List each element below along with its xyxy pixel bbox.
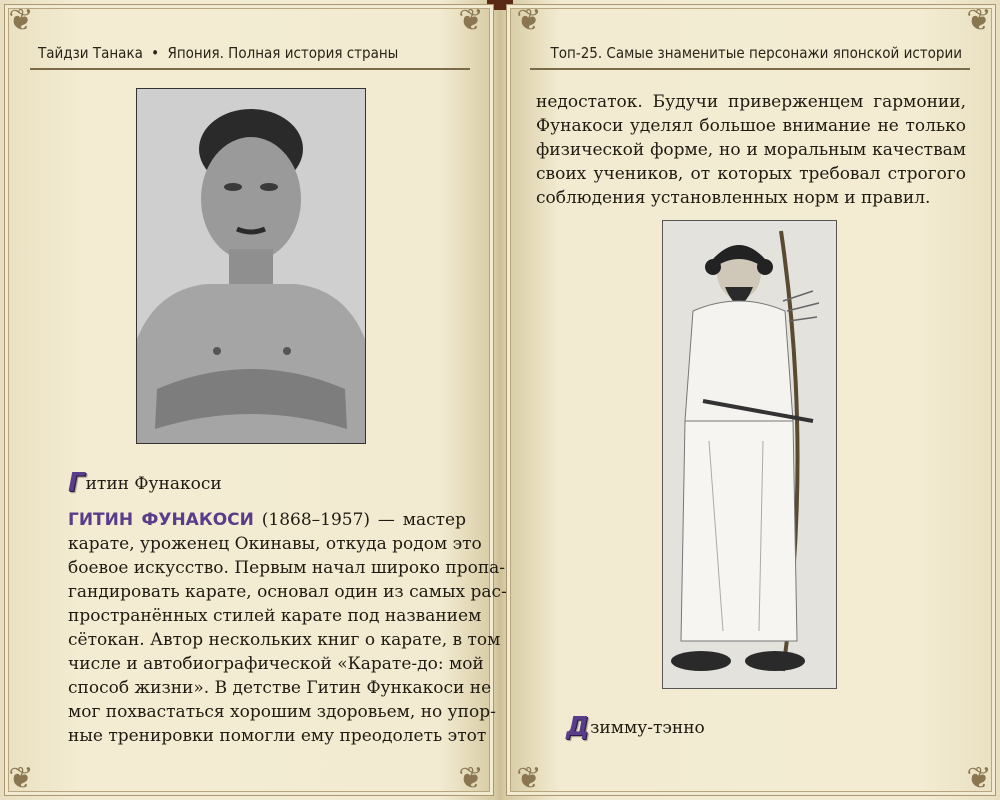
header-separator: • <box>151 44 160 62</box>
caption-text: итин Фунакоси <box>85 474 222 494</box>
paragraph-line: мог похвастаться хорошим здоровьем, но упор- <box>68 702 496 722</box>
figure-caption-jimmu <box>566 712 705 742</box>
funakoshi-photo <box>136 88 366 444</box>
paragraph-line: боевое искусство. Первым начал широко пропа- <box>68 558 506 578</box>
drop-cap-letter: Г <box>68 468 85 498</box>
caption-text: зимму-тэнно <box>590 718 705 738</box>
paragraph-line: числе и автобиографической «Карате-до: мой <box>68 654 484 674</box>
corner-ornament-icon: ❦ <box>8 761 34 796</box>
corner-ornament-icon: ❦ <box>458 761 484 796</box>
left-running-header <box>30 38 470 70</box>
paragraph-line: гандировать карате, основал один из самых рас- <box>68 582 507 602</box>
corner-ornament-icon: ❦ <box>458 3 484 38</box>
header-author: Тайдзи Танака <box>38 44 143 62</box>
jimmu-tenno-illustration <box>662 220 837 689</box>
right-running-header <box>530 38 970 70</box>
paragraph-line: ные тренировки помогли ему преодолеть этот <box>68 726 487 746</box>
paragraph-line: способ жизни». В детстве Гитин Функакоси не <box>68 678 492 698</box>
header-chapter-title: Топ-25. Самые знаменитые персонажи японской истории <box>550 44 962 62</box>
header-book-title: Япония. Полная история страны <box>167 44 399 62</box>
paragraph-line: недостаток. Будучи приверженцем гармонии, <box>536 92 966 112</box>
paragraph-line: своих учеников, от которых требовал строгого <box>536 164 966 184</box>
corner-ornament-icon: ❦ <box>8 3 34 38</box>
paragraph-line: ГИТИН ФУНАКОСИ (1868–1957) — мастер <box>68 510 466 530</box>
highlighted-name: ГИТИН ФУНАКОСИ <box>68 510 254 530</box>
paragraph-line: Фунакоси уделял большое внимание не только <box>536 116 966 136</box>
corner-ornament-icon: ❦ <box>966 761 992 796</box>
paragraph-line: сётокан. Автор нескольких книг о карате, в том <box>68 630 501 650</box>
corner-ornament-icon: ❦ <box>516 761 542 796</box>
paragraph-line: пространённых стилей карате под названием <box>68 606 482 626</box>
paragraph-line: карате, уроженец Окинавы, откуда родом это <box>68 534 482 554</box>
drop-cap-letter: Д <box>566 712 590 742</box>
left-paragraph <box>68 508 507 748</box>
paragraph-line: физической форме, но и моральным качествам <box>536 140 966 160</box>
paragraph-line: соблюдения установленных норм и правил. <box>536 188 931 208</box>
corner-ornament-icon: ❦ <box>516 3 542 38</box>
figure-caption-funakoshi <box>68 468 222 498</box>
corner-ornament-icon: ❦ <box>966 3 992 38</box>
right-paragraph <box>536 90 966 210</box>
